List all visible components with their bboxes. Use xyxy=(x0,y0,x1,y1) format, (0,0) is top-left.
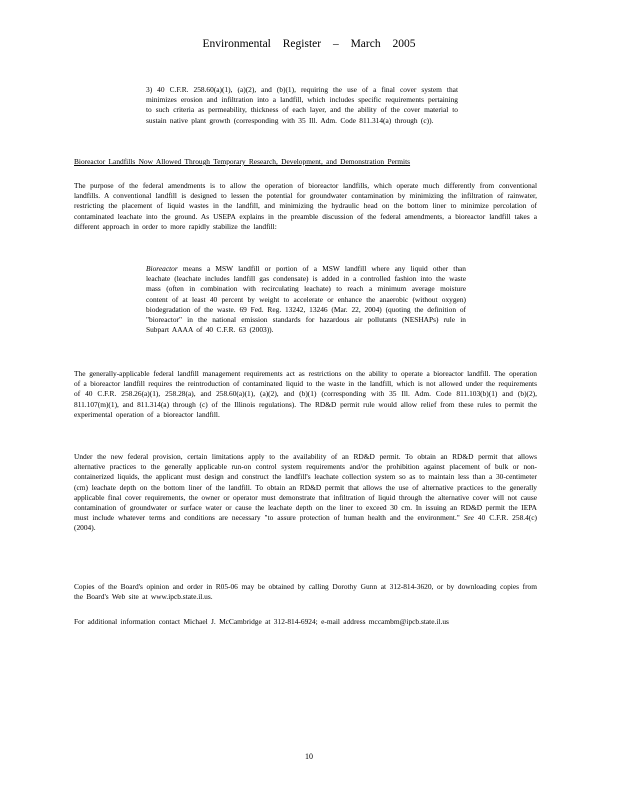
defined-term: Bioreactor xyxy=(146,264,178,273)
page-number: 10 xyxy=(305,752,313,761)
definition-text: means a MSW landfill or portion of a MSW landfill where any liquid other than leachate (leachate includes landfill gas condensate) is added in a controlled fashion into the waste mass (often in combination with recirculating leachate) to reach a minimum average moisture content of at least 40 percent by weight to accelerate or enhance the anaerobic (without oxygen) biodegradation of the waste. 69 Fed. Reg. 13242, 13246 (Mar. 22, 2004) (quoting the definition of "bioreactor" in the national emission standards for hazardous air pollutants (NESHAPs) rule in Subpart AAAA of 40 C.F.R. 63 (2003)). xyxy=(146,264,466,335)
limitations-text: Under the new federal provision, certain limitations apply to the availability of an RD&D permit. To obtain an RD&D permit that allows alternative practices to the generally applicable run-on control system requirements and/or the prohibition against placement of bulk or non-containerized liquids, the applicant must design and construct the landfill's leachate collection system so as to maintain less than a 30-centimeter (cm) leachate depth on the bottom liner of the landfill. To obtain an RD&D permit that allows the use of alternative practices to the generally applicable final cover requirements, the owner or operator must demonstrate that infiltration of liquid through the alternative cover will not cause contamination of groundwater or surface water or cause the leachate depth on the liner to exceed 30 cm. In issuing an RD&D permit the IEPA must include whatever terms and conditions are necessary "to assure protection of human health and the environment." xyxy=(74,452,537,523)
paragraph-requirements: The generally-applicable federal landfill management requirements act as restrictions on the ability to operate a bioreactor landfill. The operation of a bioreactor landfill requires the reintroduction of contaminated liquid to the waste in the landfill, which is not allowed under the requirements of 40 C.F.R. 258.26(a)(1), 258.28(a), and 258.60(a)(1), (a)(2), and (b)(1) (corresponding with 35 Ill. Adm. Code 811.103(b)(1) and (b)(2), 811.107(m)(1), and 811.314(a) through (c) of the Illinois regulations). The RD&D permit rule would allow relief from these rules to permit the experimental operation of a bioreactor landfill. xyxy=(74,369,537,419)
paragraph-copies: Copies of the Board's opinion and order in R05-06 may be obtained by calling Dorothy Gunn at 312-814-3620, or by downloading copies from the Board's Web site at www.ipcb.state.il.us. xyxy=(74,582,537,602)
paragraph-limitations xyxy=(74,452,537,534)
bioreactor-definition-quote xyxy=(146,264,466,335)
page-header: Environmental Register – March 2005 xyxy=(202,38,416,50)
paragraph-purpose: The purpose of the federal amendments is to allow the operation of bioreactor landfills, which operate much differently from conventional landfills. A conventional landfill is designed to lessen the potential for groundwater contamination by minimizing the infiltration of rainwater, restricting the placement of liquid wastes in the landfill, and minimizing the hydraulic head on the bottom liner to minimize percolation of contaminated leachate into the ground. As USEPA explains in the preamble discussion of the federal amendments, a bioreactor landfill takes a different approach in order to more rapidly stabilize the landfill: xyxy=(74,181,537,231)
section-heading: Bioreactor Landfills Now Allowed Through Temporary Research, Development, and Demonstration Permits xyxy=(74,157,411,166)
paragraph-contact: For additional information contact Michael J. McCambridge at 312-814-6924; e-mail address mccambm@ipcb.state.il.us xyxy=(74,617,449,626)
regulation-item-3: 3) 40 C.F.R. 258.60(a)(1), (a)(2), and (b)(1), requiring the use of a final cover system that minimizes erosion and infiltration into a landfill, which includes specific requirements pertaining to such criteria as permeability, thickness of each layer, and the ability of the cover material to sustain native plant growth (corresponding with 35 Ill. Adm. Code 811.314(a) through (c)). xyxy=(146,85,458,125)
citation-text: 40 C.F.R. 258.4(c) (2004). xyxy=(74,513,538,533)
see-signal: See xyxy=(463,513,474,523)
